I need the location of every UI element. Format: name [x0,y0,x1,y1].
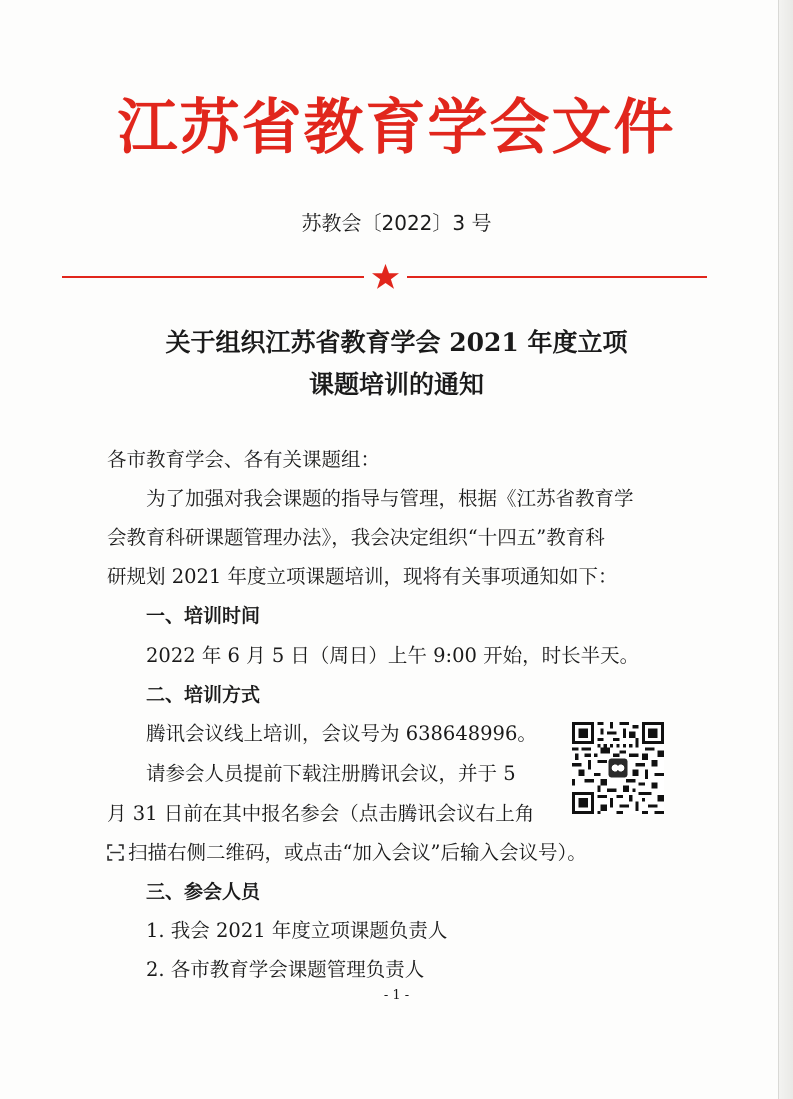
intro-line-1: 为了加强对我会课题的指导与管理，根据《江苏省教育学 [146,487,634,510]
intro-line-3: 研规划 2021 年度立项课题培训，现将有关事项通知如下： [107,565,618,588]
section-2-line-2: 请参会人员提前下载注册腾讯会议，并于 5 [146,762,516,785]
section-2-line-3: 月 31 日前在其中报名参会（点击腾讯会议右上角 [107,802,535,825]
section-3-heading: 三、参会人员 [146,881,261,903]
notice-title-line-2: 课题培训的通知 [308,370,484,399]
red-divider-left [62,276,364,278]
salutation: 各市教育学会、各有关课题组： [107,448,381,471]
red-header-title: 江苏省教育学会文件 [117,93,676,163]
qr-code-icon [572,722,664,814]
attendee-item-2: 2. 各市教育学会课题管理负责人 [146,958,425,981]
intro-line-2: 会教育科研课题管理办法》，我会决定组织“十四五”教育科 [107,526,605,549]
notice-title-line-1: 关于组织江苏省教育学会 2021 年度立项 [165,328,628,357]
attendee-item-1: 1. 我会 2021 年度立项课题负责人 [146,919,448,942]
page-number: - 1 - [383,988,410,1003]
section-2-line-1: 腾讯会议线上培训，会议号为 638648996。 [146,722,537,745]
scan-icon [107,844,124,861]
section-2-line-4 [107,838,587,868]
section-2-line-4-text: 扫描右侧二维码，或点击“加入会议”后输入会议号）。 [128,841,587,864]
star-icon [370,262,401,292]
red-divider-right [407,276,707,278]
section-1-text: 2022 年 6 月 5 日（周日）上午 9:00 开始，时长半天。 [146,644,640,667]
document-number: 苏教会〔2022〕3 号 [301,211,492,235]
section-2-heading: 二、培训方式 [146,684,261,706]
section-1-heading: 一、培训时间 [146,605,261,627]
